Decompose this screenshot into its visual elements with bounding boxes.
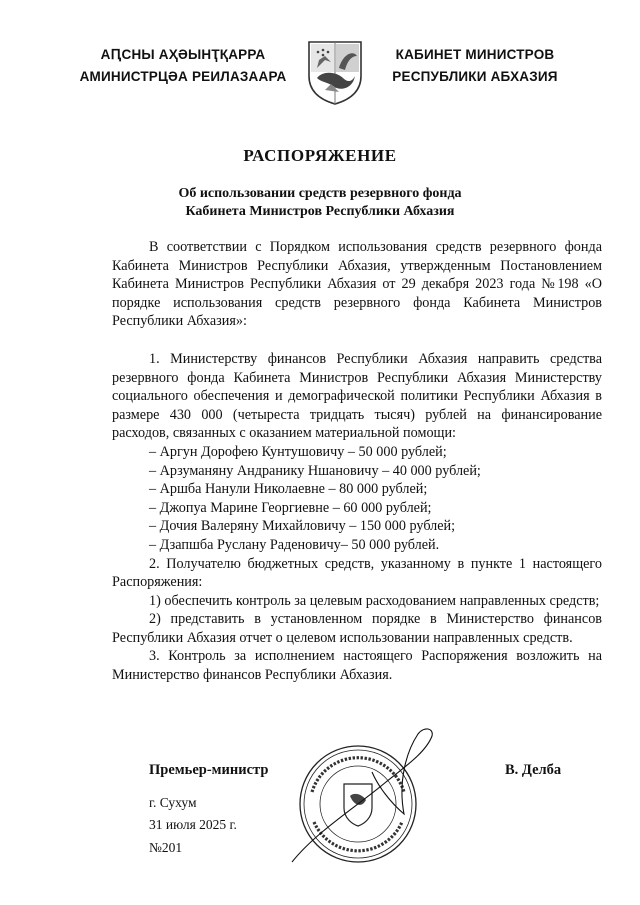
document-title: РАСПОРЯЖЕНИЕ (243, 146, 397, 165)
item-1-paragraph: 1. Министерству финансов Республики Абхазия направить средства резервного фонда Кабинета Министров Республики Абхазия Министерству социального обеспечения и демографической политики Республики Абхазия в размере 430 000 (четыреста тридцать тысяч) рублей на финансирование расходов, связанных с оказанием материальной помощи: (112, 350, 602, 442)
header-right-line2: РЕСПУБЛИКИ АБХАЗИЯ (392, 69, 558, 84)
official-stamp-and-signature (286, 722, 436, 867)
subject-line1: Об использовании средств резервного фонда (178, 186, 462, 201)
document-number: №201 (149, 840, 183, 855)
coat-of-arms-emblem (305, 38, 365, 106)
document-subject (0, 185, 640, 221)
recipient-line: – Арзуманяну Андранику Ншановичу – 40 000 рублей; (149, 462, 481, 479)
issue-date: 31 июля 2025 г. (149, 817, 237, 832)
document-body (112, 238, 602, 685)
item-2-subitem-2: 2) представить в установленном порядке в Министерство финансов Республики Абхазия отчет о целевом использовании направленных средств. (112, 611, 602, 646)
issue-city: г. Сухум (149, 795, 197, 810)
recipient-line: – Дзапшба Руслану Раденовичу– 50 000 рублей. (149, 536, 440, 553)
preamble-paragraph: В соответствии с Порядком использования средств резервного фонда Кабинета Министров Республики Абхазия, утвержденным Постановлением Кабинета Министров Республики Абхазия от 29 декабря 2023 года №198 «О порядке использования средств резервного фонда Кабинета Министров Республики Абхазия»: (112, 239, 602, 330)
subject-line2: Кабинета Министров Республики Абхазия (185, 204, 455, 219)
signatory-name: В. Делба (505, 762, 562, 778)
recipient-line: – Аргун Дорофею Кунтушовичу – 50 000 рублей; (149, 443, 447, 460)
header-right (370, 44, 580, 88)
signatory-role: Премьер-министр (149, 762, 269, 778)
header-left (68, 44, 298, 88)
recipient-line: – Джопуа Марине Георгиевне – 60 000 рублей; (149, 499, 432, 516)
item-2-subitem-1: 1) обеспечить контроль за целевым расходованием направленных средств; (149, 592, 600, 609)
header-left-line2: АМИНИСТРЦӘА РЕИЛАЗААРА (79, 69, 287, 84)
item-2-paragraph: 2. Получателю бюджетных средств, указанному в пункте 1 настоящего Распоряжения: (112, 555, 602, 591)
recipient-line: – Дочия Валеряну Михайловичу – 150 000 рублей; (149, 518, 456, 535)
header-right-line1: КАБИНЕТ МИНИСТРОВ (395, 47, 555, 62)
item-3-paragraph: 3. Контроль за исполнением настоящего Распоряжения возложить на Министерство финансов Республики Абхазия. (112, 648, 602, 684)
recipient-line: – Аршба Нанули Николаевне – 80 000 рублей; (149, 481, 428, 498)
header-left-line1: АԤСНЫ АҲӘЫНҬҚАРРА (100, 47, 266, 62)
